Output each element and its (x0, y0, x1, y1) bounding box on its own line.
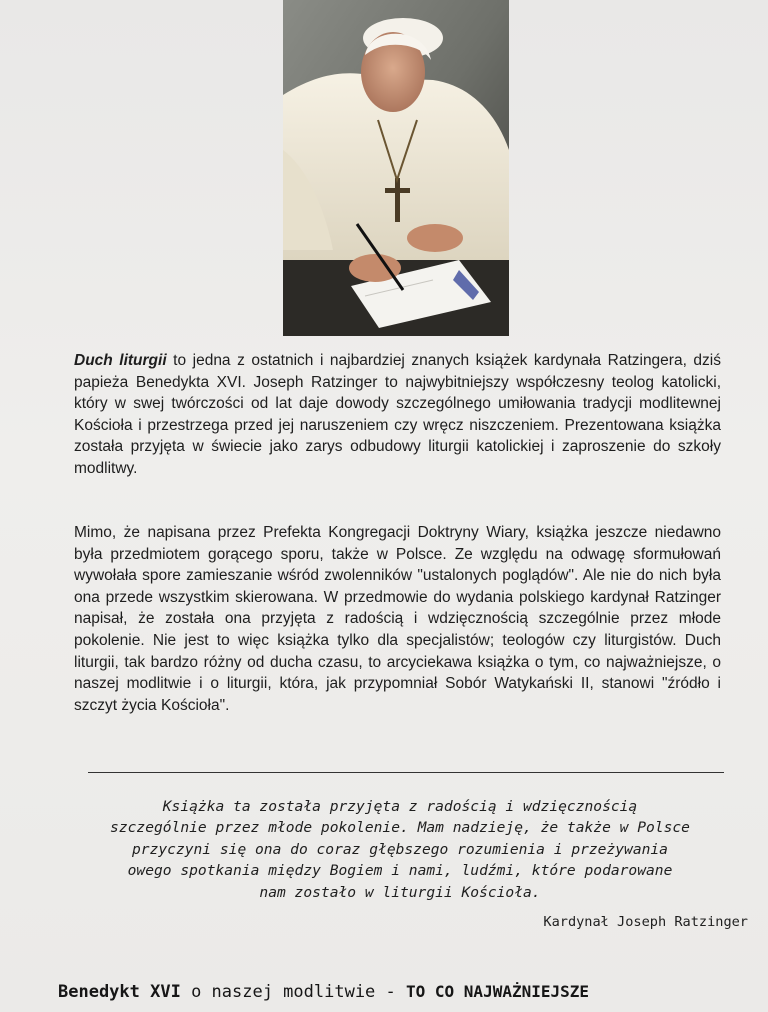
book-title-emphasis: Duch liturgii (74, 352, 167, 369)
divider-line (88, 772, 724, 773)
description-paragraph-2: Mimo, że napisana przez Prefekta Kongregacji Doktryny Wiary, książka jeszcze niedawno była przedmiotem gorącego sporu, także w Polsce. Ze względu na odwagę sformułowań wywołała spore zamieszanie wśród zwolenników "ustalonych poglądów". Ale nie do nich była ona przede wszystkim skierowana. W przedmowie do wydania polskiego kardynał Ratzinger napisał, że została ona przyjęta z radością i wdzięcznością szczególnie przez młode pokolenie. Nie jest to więc książka tylko dla specjalistów; teologów czy liturgistów. Duch liturgii, tak bardzo różny od ducha czasu, to arcyciekawa książka o tym, co najważniejsze, o naszej modlitwie i o liturgii, która, jak przypomniał Sobór Watykański II, stanowi "źródło i szczyt życia Kościoła". (74, 524, 721, 714)
quote-line: szczególnie przez młode pokolenie. Mam nadzieję, że także w Polsce (110, 819, 690, 837)
footer-subtitle: o naszej modlitwie - (180, 982, 406, 1002)
quote-line: przyczyni się ona do coraz głębszego rozumienia i przeżywania (132, 840, 668, 858)
quote-line: nam zostało w liturgii Kościoła. (259, 883, 541, 901)
portrait-photo (283, 0, 509, 336)
footer-author: Benedykt XVI (58, 982, 181, 1002)
footer-title (58, 982, 589, 1002)
quote-line: Książka ta została przyjęta z radością i wdzięcznością (162, 798, 638, 815)
portrait-illustration (283, 0, 509, 336)
author-quote (60, 796, 740, 903)
description-paragraph-1-text: to jedna z ostatnich i najbardziej znanych książek kardynała Ratzingera, dziś papieża Benedykta XVI. Joseph Ratzinger to najwybitniejszy współczesny teolog katolicki, który w swej twórczości od lat daje dowody szczególnego umiłowania tradycji modlitewnej Kościoła i przestrzega przed jej naruszeniem czy wręcz niszczeniem. Prezentowana książka została przyjęta w świecie jako zarys odbudowy liturgii katolickiej i zaproszenie do szkoły modlitwy. (74, 352, 721, 477)
quote-line: owego spotkania między Bogiem i nami, ludźmi, które podarowane (127, 862, 673, 880)
quote-attribution: Kardynał Joseph Ratzinger (543, 914, 748, 930)
footer-caps-title: TO CO NAJWAŻNIEJSZE (406, 982, 590, 1001)
description-paragraph-1 (74, 350, 721, 480)
